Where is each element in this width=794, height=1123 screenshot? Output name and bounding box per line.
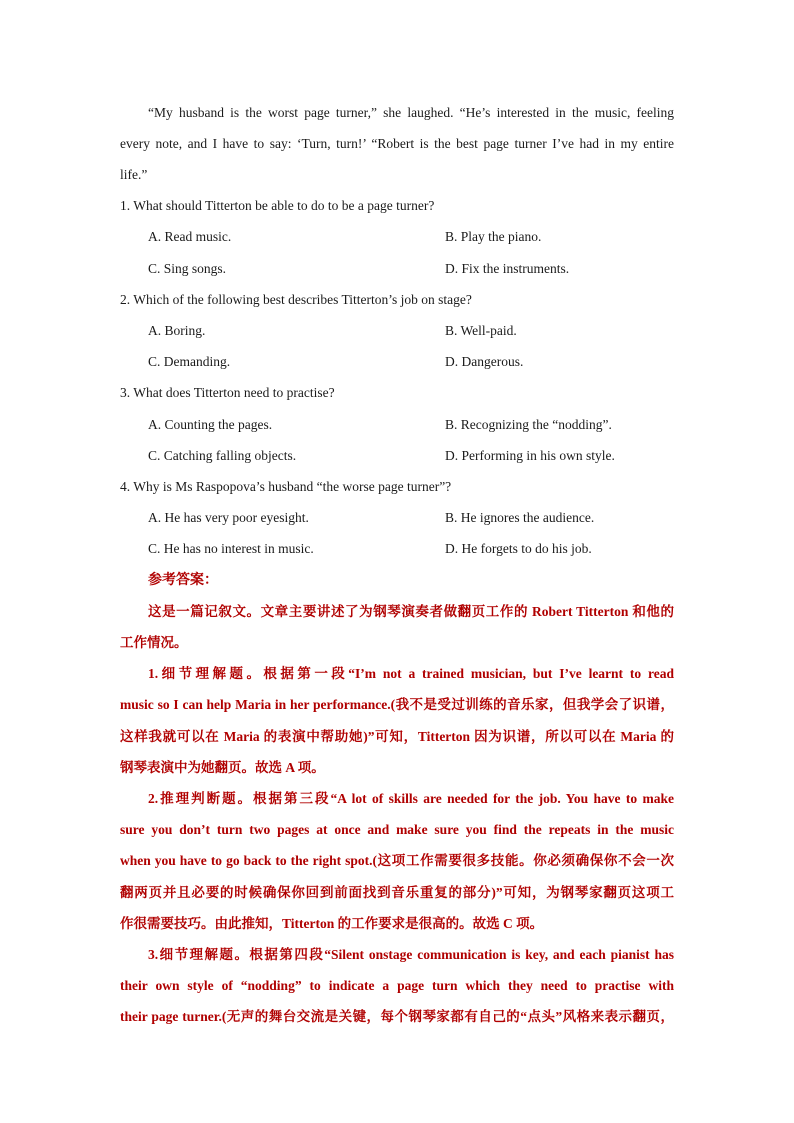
answer-line: sure you don’t turn two pages at once and make sure you find the repeats in the music bbox=[120, 822, 674, 837]
answer-line: their page turner.(无声的舞台交流是关键，每个钢琴家都有自己的“点头”风格来表示翻页， bbox=[120, 1009, 674, 1024]
option: C. Sing songs. bbox=[148, 261, 227, 276]
passage-line: “My husband is the worst page turner,” she laughed. “He’s interested in the music, feeling bbox=[148, 105, 674, 120]
option: A. Counting the pages. bbox=[148, 417, 273, 432]
option: B. Play the piano. bbox=[445, 229, 542, 244]
option: A. Read music. bbox=[148, 229, 232, 244]
option: D. Fix the instruments. bbox=[445, 261, 570, 276]
option: D. Performing in his own style. bbox=[445, 448, 615, 463]
answer-line: when you have to go back to the right spot.(这项工作需要很多技能。你必须确保你不会一次 bbox=[120, 853, 674, 868]
answer-line: 3.细节理解题。根据第四段“Silent onstage communication is key, and each pianist has bbox=[148, 947, 674, 962]
question-stem: 2. Which of the following best describes Titterton’s job on stage? bbox=[120, 292, 472, 307]
answer-line: 工作情况。 bbox=[120, 635, 188, 650]
answer-line: their own style of “nodding” to indicate a page turn which they need to practise with bbox=[120, 978, 674, 993]
answer-line: 作很需要技巧。由此推知，Titterton 的工作要求是很高的。故选 C 项。 bbox=[120, 916, 544, 931]
option: A. He has very poor eyesight. bbox=[148, 510, 309, 525]
question-stem: 4. Why is Ms Raspopova’s husband “the worse page turner”? bbox=[120, 479, 452, 494]
answer-line: 钢琴表演中为她翻页。故选 A 项。 bbox=[120, 760, 325, 775]
option: D. Dangerous. bbox=[445, 354, 524, 369]
question-stem: 3. What does Titterton need to practise? bbox=[120, 385, 335, 400]
answer-heading: 参考答案： bbox=[148, 573, 218, 588]
passage-line: life.” bbox=[120, 167, 148, 182]
option: C. Demanding. bbox=[148, 354, 231, 369]
answer-line: 1.细节理解题。根据第一段“I’m not a trained musician, but I’ve learnt to read bbox=[148, 666, 674, 681]
answer-line: 翻两页并且必要的时候确保你回到前面找到音乐重复的部分)”可知，为钢琴家翻页这项工 bbox=[120, 885, 674, 900]
passage-line: every note, and I have to say: ‘Turn, turn!’ “Robert is the best page turner I’ve had in my entire bbox=[120, 136, 674, 151]
answer-line: 2.推理判断题。根据第三段“A lot of skills are needed for the job. You have to make bbox=[148, 791, 674, 806]
option: B. Recognizing the “nodding”. bbox=[445, 417, 612, 432]
answer-line: 这样我就可以在 Maria 的表演中帮助她)”可知，Titterton 因为识谱，所以可以在 Maria 的 bbox=[120, 729, 674, 744]
question-stem: 1. What should Titterton be able to do to be a page turner? bbox=[120, 198, 435, 213]
answer-line: 这是一篇记叙文。文章主要讲述了为钢琴演奏者做翻页工作的 Robert Titterton 和他的 bbox=[148, 604, 674, 619]
option: D. He forgets to do his job. bbox=[445, 541, 592, 556]
option: A. Boring. bbox=[148, 323, 206, 338]
option: C. He has no interest in music. bbox=[148, 541, 314, 556]
option: B. He ignores the audience. bbox=[445, 510, 595, 525]
answer-line: music so I can help Maria in her performance.(我不是受过训练的音乐家，但我学会了识谱， bbox=[120, 697, 674, 712]
option: C. Catching falling objects. bbox=[148, 448, 297, 463]
option: B. Well-paid. bbox=[445, 323, 517, 338]
